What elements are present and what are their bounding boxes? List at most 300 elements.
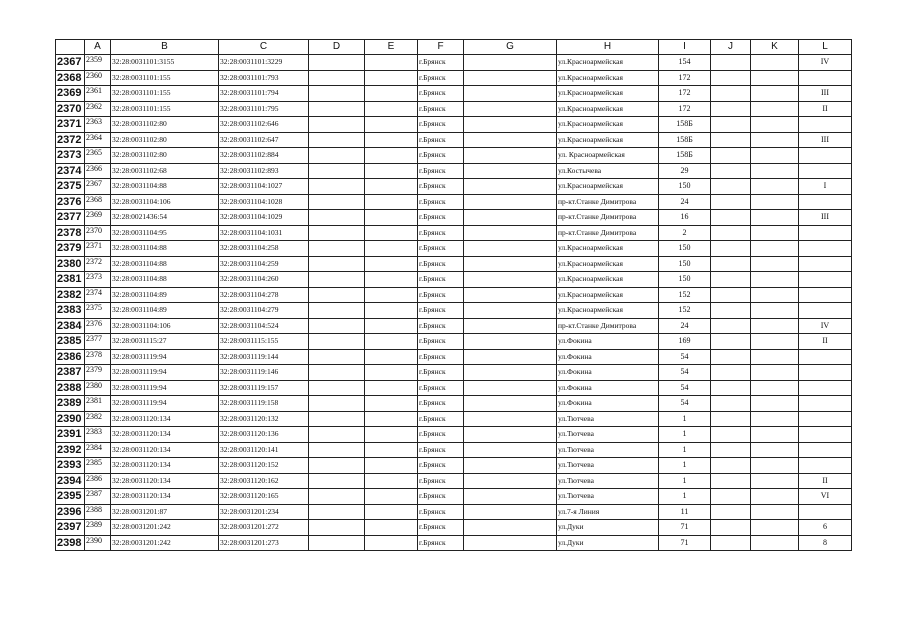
cell-j[interactable] <box>711 210 751 226</box>
cell-i[interactable]: 150 <box>659 179 711 195</box>
cell-f[interactable]: г.Брянск <box>418 334 464 350</box>
cell-d[interactable] <box>309 179 365 195</box>
cell-k[interactable] <box>751 179 799 195</box>
cell-l[interactable]: 6 <box>799 520 852 536</box>
cell-l[interactable]: III <box>799 210 852 226</box>
cell-l[interactable] <box>799 303 852 319</box>
row-number[interactable]: 2368 <box>56 70 85 86</box>
row-number[interactable]: 2381 <box>56 272 85 288</box>
cell-h[interactable]: ул.Красноармейская <box>557 101 659 117</box>
column-header-h[interactable]: H <box>557 40 659 55</box>
cell-l[interactable] <box>799 504 852 520</box>
cell-h[interactable]: ул.Тютчева <box>557 489 659 505</box>
cell-j[interactable] <box>711 70 751 86</box>
cell-i[interactable]: 158Б <box>659 132 711 148</box>
cell-d[interactable] <box>309 163 365 179</box>
cell-a[interactable]: 2381 <box>85 396 111 412</box>
cell-e[interactable] <box>365 458 418 474</box>
cell-d[interactable] <box>309 473 365 489</box>
row-number[interactable]: 2379 <box>56 241 85 257</box>
cell-b[interactable]: 32:28:0031115:27 <box>111 334 219 350</box>
cell-c[interactable]: 32:28:0031101:794 <box>219 86 309 102</box>
cell-k[interactable] <box>751 442 799 458</box>
cell-b[interactable]: 32:28:0031104:88 <box>111 179 219 195</box>
cell-g[interactable] <box>464 287 557 303</box>
cell-e[interactable] <box>365 148 418 164</box>
cell-l[interactable]: II <box>799 473 852 489</box>
cell-e[interactable] <box>365 396 418 412</box>
cell-e[interactable] <box>365 473 418 489</box>
cell-k[interactable] <box>751 55 799 71</box>
cell-g[interactable] <box>464 117 557 133</box>
cell-d[interactable] <box>309 272 365 288</box>
cell-g[interactable] <box>464 427 557 443</box>
row-number[interactable]: 2376 <box>56 194 85 210</box>
cell-c[interactable]: 32:28:0031104:259 <box>219 256 309 272</box>
cell-d[interactable] <box>309 55 365 71</box>
cell-i[interactable]: 158Б <box>659 117 711 133</box>
column-header-j[interactable]: J <box>711 40 751 55</box>
cell-c[interactable]: 32:28:0031120:141 <box>219 442 309 458</box>
cell-b[interactable]: 32:28:0031104:106 <box>111 194 219 210</box>
cell-j[interactable] <box>711 396 751 412</box>
cell-e[interactable] <box>365 194 418 210</box>
cell-a[interactable]: 2363 <box>85 117 111 133</box>
cell-b[interactable]: 32:28:0031102:68 <box>111 163 219 179</box>
cell-e[interactable] <box>365 163 418 179</box>
cell-i[interactable]: 29 <box>659 163 711 179</box>
cell-j[interactable] <box>711 55 751 71</box>
cell-c[interactable]: 32:28:0031104:260 <box>219 272 309 288</box>
row-number[interactable]: 2396 <box>56 504 85 520</box>
cell-k[interactable] <box>751 256 799 272</box>
cell-h[interactable]: ул.Красноармейская <box>557 272 659 288</box>
cell-j[interactable] <box>711 489 751 505</box>
cell-f[interactable]: г.Брянск <box>418 411 464 427</box>
cell-b[interactable]: 32:28:0031104:88 <box>111 256 219 272</box>
cell-e[interactable] <box>365 287 418 303</box>
cell-l[interactable]: VI <box>799 489 852 505</box>
cell-j[interactable] <box>711 256 751 272</box>
cell-c[interactable]: 32:28:0031104:1027 <box>219 179 309 195</box>
cell-k[interactable] <box>751 101 799 117</box>
cell-k[interactable] <box>751 132 799 148</box>
cell-f[interactable]: г.Брянск <box>418 535 464 551</box>
cell-c[interactable]: 32:28:0031201:273 <box>219 535 309 551</box>
cell-d[interactable] <box>309 194 365 210</box>
cell-b[interactable]: 32:28:0031201:242 <box>111 520 219 536</box>
cell-e[interactable] <box>365 504 418 520</box>
cell-d[interactable] <box>309 365 365 381</box>
cell-h[interactable]: пр-кт.Станке Димитрова <box>557 194 659 210</box>
cell-b[interactable]: 32:28:0031120:134 <box>111 411 219 427</box>
cell-d[interactable] <box>309 318 365 334</box>
cell-j[interactable] <box>711 179 751 195</box>
cell-h[interactable]: ул.Красноармейская <box>557 241 659 257</box>
cell-f[interactable]: г.Брянск <box>418 117 464 133</box>
cell-g[interactable] <box>464 504 557 520</box>
cell-h[interactable]: ул.Красноармейская <box>557 303 659 319</box>
cell-e[interactable] <box>365 256 418 272</box>
cell-l[interactable] <box>799 225 852 241</box>
cell-b[interactable]: 32:28:0031119:94 <box>111 396 219 412</box>
cell-a[interactable]: 2380 <box>85 380 111 396</box>
cell-b[interactable]: 32:28:0031101:3155 <box>111 55 219 71</box>
cell-k[interactable] <box>751 86 799 102</box>
cell-a[interactable]: 2375 <box>85 303 111 319</box>
row-number[interactable]: 2397 <box>56 520 85 536</box>
cell-g[interactable] <box>464 163 557 179</box>
cell-c[interactable]: 32:28:0031104:1028 <box>219 194 309 210</box>
cell-g[interactable] <box>464 442 557 458</box>
cell-h[interactable]: ул.7-я Линия <box>557 504 659 520</box>
row-number[interactable]: 2387 <box>56 365 85 381</box>
cell-d[interactable] <box>309 225 365 241</box>
column-header-b[interactable]: B <box>111 40 219 55</box>
cell-l[interactable] <box>799 287 852 303</box>
cell-h[interactable]: ул.Дуки <box>557 535 659 551</box>
cell-k[interactable] <box>751 117 799 133</box>
cell-h[interactable]: пр-кт.Станке Димитрова <box>557 210 659 226</box>
row-number[interactable]: 2383 <box>56 303 85 319</box>
column-header-i[interactable]: I <box>659 40 711 55</box>
cell-i[interactable]: 24 <box>659 318 711 334</box>
cell-l[interactable]: IV <box>799 318 852 334</box>
cell-c[interactable]: 32:28:0031119:158 <box>219 396 309 412</box>
cell-i[interactable]: 24 <box>659 194 711 210</box>
cell-l[interactable] <box>799 194 852 210</box>
cell-h[interactable]: ул.Фокина <box>557 380 659 396</box>
cell-c[interactable]: 32:28:0031120:165 <box>219 489 309 505</box>
cell-f[interactable]: г.Брянск <box>418 179 464 195</box>
cell-d[interactable] <box>309 411 365 427</box>
cell-d[interactable] <box>309 396 365 412</box>
cell-a[interactable]: 2359 <box>85 55 111 71</box>
cell-l[interactable] <box>799 272 852 288</box>
cell-j[interactable] <box>711 458 751 474</box>
cell-l[interactable] <box>799 427 852 443</box>
cell-i[interactable]: 150 <box>659 272 711 288</box>
cell-h[interactable]: ул.Красноармейская <box>557 256 659 272</box>
cell-c[interactable]: 32:28:0031101:3229 <box>219 55 309 71</box>
cell-f[interactable]: г.Брянск <box>418 458 464 474</box>
cell-l[interactable]: IV <box>799 55 852 71</box>
cell-l[interactable] <box>799 396 852 412</box>
cell-i[interactable]: 1 <box>659 427 711 443</box>
cell-h[interactable]: ул.Красноармейская <box>557 117 659 133</box>
cell-b[interactable]: 32:28:0031101:155 <box>111 70 219 86</box>
cell-h[interactable]: пр-кт.Станке Димитрова <box>557 318 659 334</box>
cell-k[interactable] <box>751 303 799 319</box>
cell-g[interactable] <box>464 55 557 71</box>
row-number[interactable]: 2393 <box>56 458 85 474</box>
cell-g[interactable] <box>464 520 557 536</box>
cell-j[interactable] <box>711 86 751 102</box>
cell-c[interactable]: 32:28:0031119:144 <box>219 349 309 365</box>
cell-j[interactable] <box>711 117 751 133</box>
cell-g[interactable] <box>464 411 557 427</box>
cell-i[interactable]: 2 <box>659 225 711 241</box>
cell-a[interactable]: 2384 <box>85 442 111 458</box>
cell-c[interactable]: 32:28:0031119:157 <box>219 380 309 396</box>
cell-a[interactable]: 2371 <box>85 241 111 257</box>
cell-c[interactable]: 32:28:0031115:155 <box>219 334 309 350</box>
cell-f[interactable]: г.Брянск <box>418 287 464 303</box>
cell-h[interactable]: ул.Костычева <box>557 163 659 179</box>
cell-g[interactable] <box>464 458 557 474</box>
cell-j[interactable] <box>711 504 751 520</box>
cell-a[interactable]: 2369 <box>85 210 111 226</box>
cell-k[interactable] <box>751 365 799 381</box>
cell-b[interactable]: 32:28:0031201:242 <box>111 535 219 551</box>
cell-g[interactable] <box>464 318 557 334</box>
cell-a[interactable]: 2378 <box>85 349 111 365</box>
cell-j[interactable] <box>711 148 751 164</box>
cell-c[interactable]: 32:28:0031201:272 <box>219 520 309 536</box>
cell-c[interactable]: 32:28:0031119:146 <box>219 365 309 381</box>
cell-g[interactable] <box>464 535 557 551</box>
column-header-e[interactable]: E <box>365 40 418 55</box>
cell-k[interactable] <box>751 148 799 164</box>
row-number[interactable]: 2367 <box>56 55 85 71</box>
cell-a[interactable]: 2385 <box>85 458 111 474</box>
cell-i[interactable]: 158Б <box>659 148 711 164</box>
cell-f[interactable]: г.Брянск <box>418 349 464 365</box>
row-number[interactable]: 2370 <box>56 101 85 117</box>
cell-e[interactable] <box>365 334 418 350</box>
row-number[interactable]: 2384 <box>56 318 85 334</box>
cell-b[interactable]: 32:28:0031201:87 <box>111 504 219 520</box>
cell-e[interactable] <box>365 365 418 381</box>
cell-d[interactable] <box>309 86 365 102</box>
row-number[interactable]: 2372 <box>56 132 85 148</box>
cell-e[interactable] <box>365 489 418 505</box>
cell-j[interactable] <box>711 101 751 117</box>
cell-a[interactable]: 2360 <box>85 70 111 86</box>
cell-l[interactable] <box>799 380 852 396</box>
cell-b[interactable]: 32:28:0031104:88 <box>111 272 219 288</box>
cell-g[interactable] <box>464 380 557 396</box>
cell-j[interactable] <box>711 473 751 489</box>
cell-a[interactable]: 2376 <box>85 318 111 334</box>
cell-j[interactable] <box>711 318 751 334</box>
cell-d[interactable] <box>309 427 365 443</box>
cell-b[interactable]: 32:28:0031119:94 <box>111 380 219 396</box>
cell-f[interactable]: г.Брянск <box>418 473 464 489</box>
cell-b[interactable]: 32:28:0031119:94 <box>111 349 219 365</box>
cell-a[interactable]: 2373 <box>85 272 111 288</box>
cell-a[interactable]: 2362 <box>85 101 111 117</box>
cell-i[interactable]: 1 <box>659 473 711 489</box>
cell-b[interactable]: 32:28:0031120:134 <box>111 489 219 505</box>
cell-l[interactable]: III <box>799 132 852 148</box>
cell-h[interactable]: ул.Красноармейская <box>557 70 659 86</box>
cell-i[interactable]: 16 <box>659 210 711 226</box>
cell-l[interactable]: III <box>799 86 852 102</box>
cell-a[interactable]: 2386 <box>85 473 111 489</box>
cell-b[interactable]: 32:28:0031104:95 <box>111 225 219 241</box>
cell-e[interactable] <box>365 225 418 241</box>
column-header-k[interactable]: K <box>751 40 799 55</box>
cell-k[interactable] <box>751 411 799 427</box>
cell-j[interactable] <box>711 163 751 179</box>
cell-b[interactable]: 32:28:0031101:155 <box>111 101 219 117</box>
cell-b[interactable]: 32:28:0031120:134 <box>111 458 219 474</box>
cell-a[interactable]: 2364 <box>85 132 111 148</box>
cell-d[interactable] <box>309 148 365 164</box>
cell-f[interactable]: г.Брянск <box>418 365 464 381</box>
cell-f[interactable]: г.Брянск <box>418 380 464 396</box>
cell-i[interactable]: 54 <box>659 349 711 365</box>
cell-d[interactable] <box>309 520 365 536</box>
cell-l[interactable]: II <box>799 101 852 117</box>
cell-e[interactable] <box>365 101 418 117</box>
cell-j[interactable] <box>711 535 751 551</box>
cell-d[interactable] <box>309 210 365 226</box>
cell-c[interactable]: 32:28:0031102:893 <box>219 163 309 179</box>
cell-g[interactable] <box>464 101 557 117</box>
cell-h[interactable]: ул.Тютчева <box>557 458 659 474</box>
cell-a[interactable]: 2366 <box>85 163 111 179</box>
cell-h[interactable]: ул.Фокина <box>557 334 659 350</box>
cell-d[interactable] <box>309 334 365 350</box>
cell-f[interactable]: г.Брянск <box>418 148 464 164</box>
cell-b[interactable]: 32:28:0031119:94 <box>111 365 219 381</box>
cell-k[interactable] <box>751 380 799 396</box>
cell-k[interactable] <box>751 458 799 474</box>
cell-b[interactable]: 32:28:0031120:134 <box>111 473 219 489</box>
cell-l[interactable] <box>799 442 852 458</box>
cell-i[interactable]: 150 <box>659 241 711 257</box>
cell-k[interactable] <box>751 489 799 505</box>
cell-d[interactable] <box>309 535 365 551</box>
cell-f[interactable]: г.Брянск <box>418 70 464 86</box>
cell-e[interactable] <box>365 349 418 365</box>
cell-d[interactable] <box>309 349 365 365</box>
cell-g[interactable] <box>464 241 557 257</box>
cell-g[interactable] <box>464 210 557 226</box>
cell-k[interactable] <box>751 535 799 551</box>
cell-c[interactable]: 32:28:0031120:162 <box>219 473 309 489</box>
cell-l[interactable] <box>799 256 852 272</box>
row-number[interactable]: 2391 <box>56 427 85 443</box>
cell-f[interactable]: г.Брянск <box>418 272 464 288</box>
cell-e[interactable] <box>365 132 418 148</box>
cell-a[interactable]: 2387 <box>85 489 111 505</box>
cell-c[interactable]: 32:28:0031201:234 <box>219 504 309 520</box>
row-number[interactable]: 2377 <box>56 210 85 226</box>
cell-h[interactable]: ул.Фокина <box>557 349 659 365</box>
cell-i[interactable]: 54 <box>659 380 711 396</box>
cell-k[interactable] <box>751 272 799 288</box>
column-header-c[interactable]: C <box>219 40 309 55</box>
cell-f[interactable]: г.Брянск <box>418 504 464 520</box>
row-number[interactable]: 2375 <box>56 179 85 195</box>
cell-a[interactable]: 2361 <box>85 86 111 102</box>
cell-i[interactable]: 169 <box>659 334 711 350</box>
cell-e[interactable] <box>365 210 418 226</box>
cell-g[interactable] <box>464 489 557 505</box>
cell-b[interactable]: 32:28:0031101:155 <box>111 86 219 102</box>
cell-b[interactable]: 32:28:0031102:80 <box>111 117 219 133</box>
cell-h[interactable]: ул.Красноармейская <box>557 55 659 71</box>
cell-c[interactable]: 32:28:0031120:136 <box>219 427 309 443</box>
cell-f[interactable]: г.Брянск <box>418 256 464 272</box>
cell-i[interactable]: 54 <box>659 365 711 381</box>
cell-l[interactable] <box>799 241 852 257</box>
cell-l[interactable] <box>799 117 852 133</box>
cell-k[interactable] <box>751 396 799 412</box>
cell-l[interactable] <box>799 70 852 86</box>
cell-k[interactable] <box>751 427 799 443</box>
cell-h[interactable]: ул.Тютчева <box>557 442 659 458</box>
cell-a[interactable]: 2382 <box>85 411 111 427</box>
cell-f[interactable]: г.Брянск <box>418 241 464 257</box>
cell-j[interactable] <box>711 241 751 257</box>
cell-f[interactable]: г.Брянск <box>418 520 464 536</box>
cell-e[interactable] <box>365 380 418 396</box>
cell-e[interactable] <box>365 179 418 195</box>
cell-c[interactable]: 32:28:0031104:1031 <box>219 225 309 241</box>
cell-a[interactable]: 2383 <box>85 427 111 443</box>
cell-g[interactable] <box>464 225 557 241</box>
cell-f[interactable]: г.Брянск <box>418 194 464 210</box>
cell-h[interactable]: пр-кт.Станке Димитрова <box>557 225 659 241</box>
row-number[interactable]: 2371 <box>56 117 85 133</box>
cell-d[interactable] <box>309 256 365 272</box>
cell-i[interactable]: 152 <box>659 287 711 303</box>
row-number[interactable]: 2374 <box>56 163 85 179</box>
cell-i[interactable]: 1 <box>659 489 711 505</box>
cell-k[interactable] <box>751 210 799 226</box>
cell-c[interactable]: 32:28:0031104:279 <box>219 303 309 319</box>
cell-f[interactable]: г.Брянск <box>418 210 464 226</box>
cell-f[interactable]: г.Брянск <box>418 132 464 148</box>
cell-d[interactable] <box>309 241 365 257</box>
cell-j[interactable] <box>711 365 751 381</box>
cell-h[interactable]: ул.Красноармейская <box>557 86 659 102</box>
cell-h[interactable]: ул.Тютчева <box>557 473 659 489</box>
cell-j[interactable] <box>711 334 751 350</box>
cell-k[interactable] <box>751 504 799 520</box>
cell-i[interactable]: 1 <box>659 411 711 427</box>
cell-l[interactable] <box>799 349 852 365</box>
cell-b[interactable]: 32:28:0021436:54 <box>111 210 219 226</box>
cell-j[interactable] <box>711 442 751 458</box>
cell-f[interactable]: г.Брянск <box>418 489 464 505</box>
cell-e[interactable] <box>365 86 418 102</box>
cell-h[interactable]: ул.Фокина <box>557 396 659 412</box>
cell-g[interactable] <box>464 86 557 102</box>
cell-g[interactable] <box>464 132 557 148</box>
cell-i[interactable]: 11 <box>659 504 711 520</box>
cell-b[interactable]: 32:28:0031102:80 <box>111 148 219 164</box>
cell-d[interactable] <box>309 380 365 396</box>
row-number[interactable]: 2392 <box>56 442 85 458</box>
cell-f[interactable]: г.Брянск <box>418 86 464 102</box>
cell-k[interactable] <box>751 520 799 536</box>
column-header-l[interactable]: L <box>799 40 852 55</box>
cell-g[interactable] <box>464 473 557 489</box>
cell-c[interactable]: 32:28:0031104:524 <box>219 318 309 334</box>
cell-c[interactable]: 32:28:0031104:1029 <box>219 210 309 226</box>
cell-b[interactable]: 32:28:0031104:89 <box>111 287 219 303</box>
cell-a[interactable]: 2372 <box>85 256 111 272</box>
cell-g[interactable] <box>464 349 557 365</box>
column-header-g[interactable]: G <box>464 40 557 55</box>
row-number[interactable]: 2394 <box>56 473 85 489</box>
cell-i[interactable]: 71 <box>659 520 711 536</box>
